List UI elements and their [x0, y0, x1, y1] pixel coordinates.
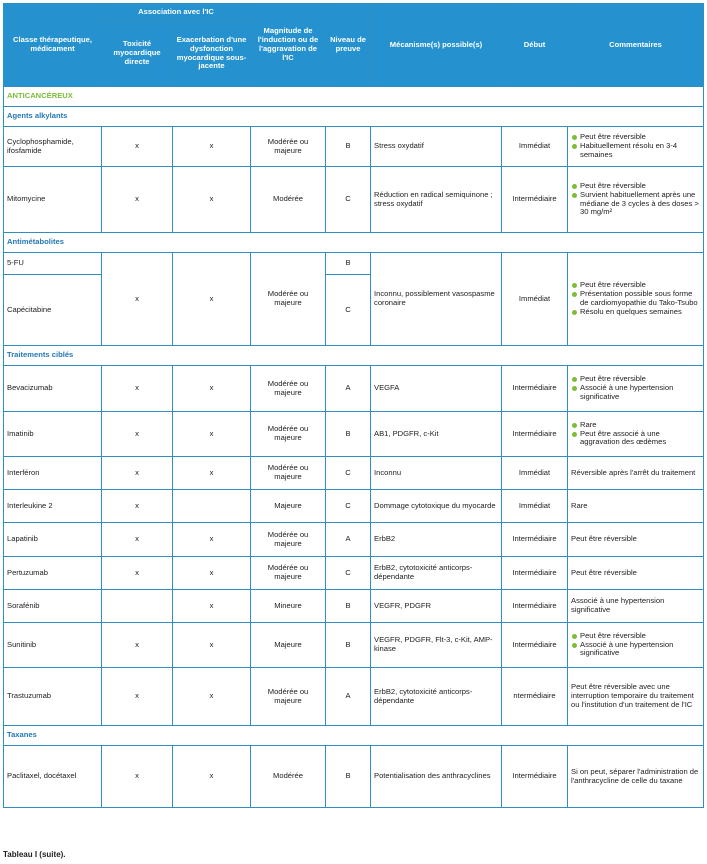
mechanism-cell: VEGFR, PDGFR	[371, 590, 502, 623]
table-row	[4, 746, 704, 808]
magnitude-cell: Modérée ou majeure	[251, 412, 326, 457]
mechanism-cell: Stress oxydatif	[371, 127, 502, 167]
toxicity-cell: x	[102, 668, 173, 726]
magnitude-cell: Modérée ou majeure	[251, 366, 326, 412]
mechanism-cell: Réduction en radical semiquinone ; stress oxydatif	[371, 167, 502, 233]
drug-name: Paclitaxel, docétaxel	[4, 746, 102, 808]
magnitude-cell: Modérée	[251, 746, 326, 808]
drug-name: 5-FU	[4, 253, 102, 275]
exacerbation-cell: x	[173, 253, 251, 346]
header-toxicity: Toxicité myocardique directe	[102, 21, 173, 87]
comments-cell: Associé à une hypertension significative	[568, 590, 704, 623]
mechanism-cell: Dommage cytotoxique du myocarde	[371, 490, 502, 523]
toxicity-cell: x	[102, 167, 173, 233]
toxicity-cell: x	[102, 412, 173, 457]
toxicity-cell: x	[102, 127, 173, 167]
table-row	[4, 490, 704, 523]
drug-name: Capécitabine	[4, 275, 102, 346]
drug-name: Interféron	[4, 457, 102, 490]
comments-cell: Peut être réversible	[568, 557, 704, 590]
comments-cell: Si on peut, séparer l'administration de l'anthracycline de celle du taxane	[568, 746, 704, 808]
magnitude-cell: Modérée	[251, 167, 326, 233]
table-row	[4, 412, 704, 457]
header-comments: Commentaires	[568, 4, 704, 87]
subhead-taxanes: Taxanes	[4, 726, 704, 746]
onset-cell: Intermédiaire	[502, 366, 568, 412]
comments-cell	[568, 167, 704, 233]
magnitude-cell: Modérée ou majeure	[251, 523, 326, 557]
level-cell: B	[326, 253, 371, 275]
drug-name: Imatinib	[4, 412, 102, 457]
level-cell: B	[326, 590, 371, 623]
toxicity-cell: x	[102, 490, 173, 523]
mechanism-cell: VEGFR, PDGFR, Flt-3, c-Kit, AMP-kinase	[371, 623, 502, 668]
magnitude-cell: Modérée ou majeure	[251, 127, 326, 167]
subhead-targeted: Traitements ciblés	[4, 346, 704, 366]
comments-cell	[568, 623, 704, 668]
header-level: Niveau de preuve	[326, 4, 371, 87]
table-row	[4, 668, 704, 726]
comment-bullet: Peut être réversible	[571, 632, 700, 641]
comment-bullet: Peut être associé à une aggravation des œdèmes	[571, 430, 700, 448]
comments-cell: Peut être réversible	[568, 523, 704, 557]
table-row	[4, 167, 704, 233]
header-magnitude: Magnitude de l'induction ou de l'aggravation de l'IC	[251, 4, 326, 87]
subhead-antimetabolites: Antimétabolites	[4, 233, 704, 253]
mechanism-cell: AB1, PDGFR, c-Kit	[371, 412, 502, 457]
table-row	[4, 457, 704, 490]
exacerbation-cell: x	[173, 746, 251, 808]
table-row	[4, 557, 704, 590]
exacerbation-cell: x	[173, 523, 251, 557]
level-cell: A	[326, 668, 371, 726]
table-row	[4, 127, 704, 167]
onset-cell: Intermédiaire	[502, 523, 568, 557]
drug-name: Mitomycine	[4, 167, 102, 233]
exacerbation-cell	[173, 490, 251, 523]
toxicity-cell: x	[102, 457, 173, 490]
magnitude-cell: Modérée ou majeure	[251, 457, 326, 490]
header-onset: Début	[502, 4, 568, 87]
comment-bullet: Associé à une hypertension significative	[571, 641, 700, 659]
magnitude-cell: Majeure	[251, 490, 326, 523]
exacerbation-cell: x	[173, 366, 251, 412]
magnitude-cell: Majeure	[251, 623, 326, 668]
comments-cell: Rare	[568, 490, 704, 523]
comment-bullet: Peut être réversible	[571, 375, 700, 384]
toxicity-cell: x	[102, 623, 173, 668]
mechanism-cell: Potentialisation des anthracyclines	[371, 746, 502, 808]
table-row	[4, 366, 704, 412]
onset-cell: ntermédiaire	[502, 668, 568, 726]
onset-cell: Intermédiaire	[502, 557, 568, 590]
drug-name: Interleukine 2	[4, 490, 102, 523]
drug-name: Sunitinib	[4, 623, 102, 668]
exacerbation-cell: x	[173, 590, 251, 623]
level-cell: C	[326, 167, 371, 233]
drug-name: Lapatinib	[4, 523, 102, 557]
level-cell: A	[326, 523, 371, 557]
comment-bullet: Peut être réversible	[571, 133, 700, 142]
exacerbation-cell: x	[173, 167, 251, 233]
comment-bullet: Survient habituellement après une médiane de 3 cycles à des doses > 30 mg/m²	[571, 191, 700, 218]
table-row	[4, 253, 704, 275]
category-anticancer: ANTICANCÉREUX	[4, 87, 704, 107]
level-cell: B	[326, 623, 371, 668]
magnitude-cell: Mineure	[251, 590, 326, 623]
onset-cell: Immédiat	[502, 490, 568, 523]
level-cell: B	[326, 746, 371, 808]
subhead-alkylating: Agents alkylants	[4, 107, 704, 127]
drug-name: Sorafénib	[4, 590, 102, 623]
table-row	[4, 623, 704, 668]
onset-cell: Intermédiaire	[502, 623, 568, 668]
onset-cell: Intermédiaire	[502, 746, 568, 808]
table-row	[4, 523, 704, 557]
onset-cell: Immédiat	[502, 457, 568, 490]
comment-bullet: Peut être réversible	[571, 281, 700, 290]
comments-cell	[568, 412, 704, 457]
mechanism-cell: Inconnu	[371, 457, 502, 490]
level-cell: C	[326, 490, 371, 523]
table-row	[4, 590, 704, 623]
level-cell: C	[326, 557, 371, 590]
level-cell: B	[326, 127, 371, 167]
drug-name: Trastuzumab	[4, 668, 102, 726]
exacerbation-cell: x	[173, 127, 251, 167]
onset-cell: Immédiat	[502, 253, 568, 346]
onset-cell: Immédiat	[502, 127, 568, 167]
comment-bullet: Associé à une hypertension significative	[571, 384, 700, 402]
exacerbation-cell: x	[173, 557, 251, 590]
header-mechanism: Mécanisme(s) possible(s)	[371, 4, 502, 87]
mechanism-cell: ErbB2, cytotoxicité anticorps-dépendante	[371, 557, 502, 590]
toxicity-cell: x	[102, 557, 173, 590]
exacerbation-cell: x	[173, 623, 251, 668]
header-exacerbation: Exacerbation d'une dysfonction myocardique sous-jacente	[173, 21, 251, 87]
comment-bullet: Peut être réversible	[571, 182, 700, 191]
comments-cell: Peut être réversible avec une interruption temporaire du traitement ou l'institution d'un traitement de l'IC	[568, 668, 704, 726]
exacerbation-cell: x	[173, 412, 251, 457]
header-association-group: Association avec l'IC	[102, 4, 251, 21]
level-cell: B	[326, 412, 371, 457]
comments-cell	[568, 253, 704, 346]
magnitude-cell: Modérée ou majeure	[251, 557, 326, 590]
mechanism-cell: Inconnu, possiblement vasospasme coronaire	[371, 253, 502, 346]
drug-name: Bevacizumab	[4, 366, 102, 412]
mechanism-cell: VEGFA	[371, 366, 502, 412]
comment-bullet: Habituellement résolu en 3-4 semaines	[571, 142, 700, 160]
exacerbation-cell: x	[173, 457, 251, 490]
level-cell: C	[326, 457, 371, 490]
toxicity-cell: x	[102, 746, 173, 808]
level-cell: C	[326, 275, 371, 346]
drug-name: Cyclophosphamide, ifosfamide	[4, 127, 102, 167]
magnitude-cell: Modérée ou majeure	[251, 253, 326, 346]
comments-cell	[568, 366, 704, 412]
toxicity-cell: x	[102, 253, 173, 346]
mechanism-cell: ErbB2	[371, 523, 502, 557]
comments-cell: Réversible après l'arrêt du traitement	[568, 457, 704, 490]
onset-cell: Intermédiaire	[502, 590, 568, 623]
onset-cell: Intermédiaire	[502, 167, 568, 233]
comment-bullet: Résolu en quelques semaines	[571, 308, 700, 317]
toxicity-cell	[102, 590, 173, 623]
table-caption: Tableau I (suite).	[3, 850, 66, 859]
toxicity-cell: x	[102, 523, 173, 557]
exacerbation-cell: x	[173, 668, 251, 726]
drug-heart-failure-table	[3, 3, 704, 808]
comments-cell	[568, 127, 704, 167]
toxicity-cell: x	[102, 366, 173, 412]
magnitude-cell: Modérée ou majeure	[251, 668, 326, 726]
drug-name: Pertuzumab	[4, 557, 102, 590]
mechanism-cell: ErbB2, cytotoxicité anticorps-dépendante	[371, 668, 502, 726]
comment-bullet: Rare	[571, 421, 700, 430]
onset-cell: Intermédiaire	[502, 412, 568, 457]
comment-bullet: Présentation possible sous forme de cardiomyopathie du Tako-Tsubo	[571, 290, 700, 308]
header-class: Classe thérapeutique, médicament	[4, 4, 102, 87]
level-cell: A	[326, 366, 371, 412]
